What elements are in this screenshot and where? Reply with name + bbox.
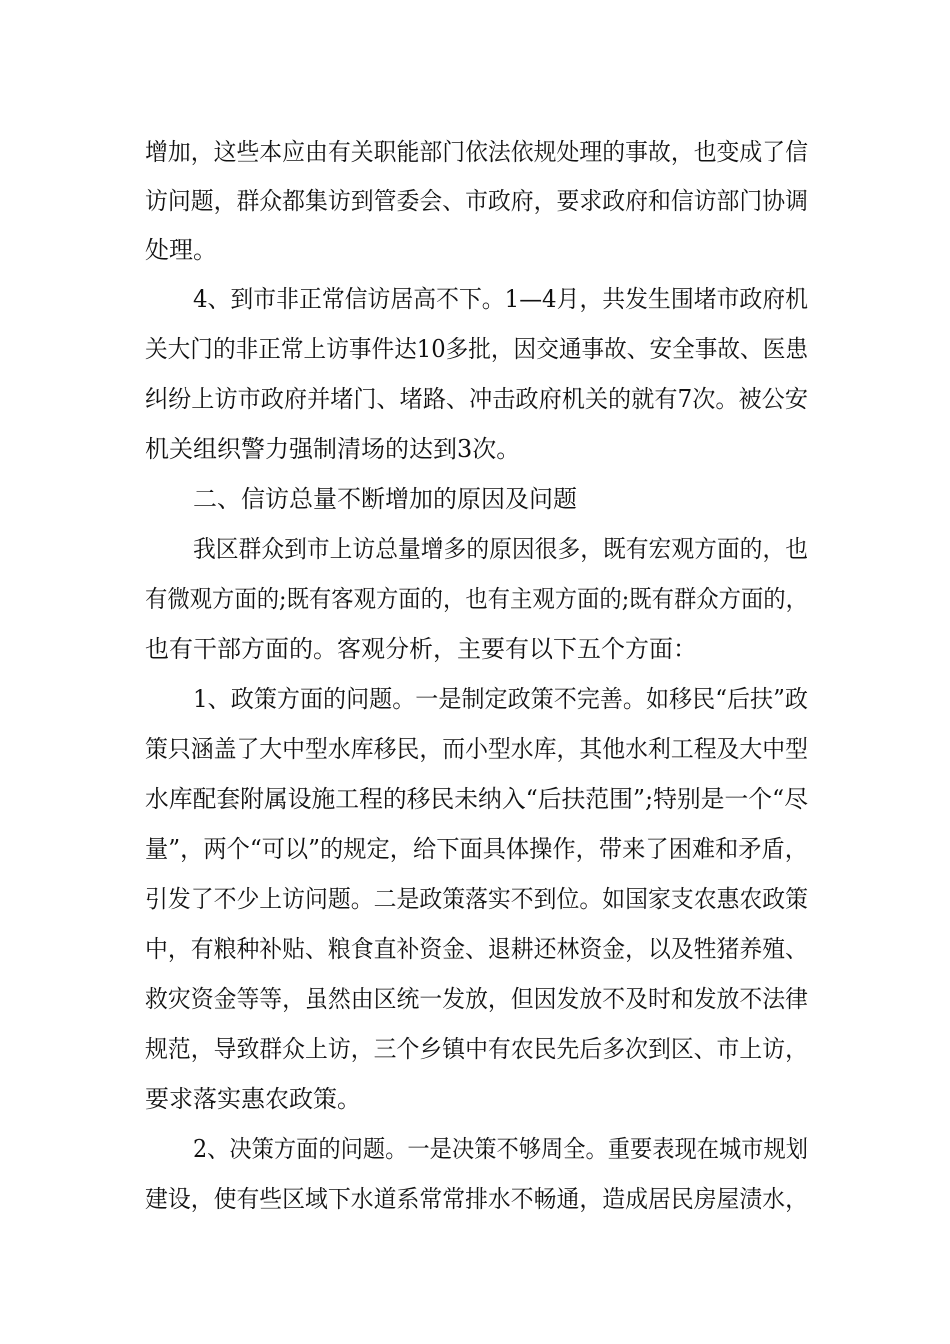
text-line-content: 处理。 — [145, 236, 217, 264]
text-line-content: 访问题，群众都集访到管委会、市政府，要求政府和信访部门协调 — [145, 187, 808, 215]
text-line — [0, 225, 950, 275]
text-line — [0, 127, 950, 177]
text-line-content: 救灾资金等等，虽然由区统一发放，但因发放不及时和发放不法律 — [145, 985, 808, 1013]
text-line-content: 增加，这些本应由有关职能部门依法依规处理的事故，也变成了信 — [145, 138, 808, 166]
text-line-content: 建设，使有些区域下水道系常常排水不畅通，造成居民房屋渍水， — [145, 1185, 808, 1213]
text-line — [0, 1074, 950, 1124]
text-line-content: 引发了不少上访问题。二是政策落实不到位。如国家支农惠农政策 — [145, 885, 808, 913]
text-line-content: 纠纷上访市政府并堵门、堵路、冲击政府机关的就有7次。被公安 — [145, 385, 808, 413]
text-line-content: 规范，导致群众上访，三个乡镇中有农民先后多次到区、市上访， — [145, 1035, 808, 1063]
text-line — [0, 874, 950, 924]
text-line — [0, 274, 950, 324]
text-line — [0, 176, 950, 226]
text-line-content: 1、政策方面的问题。一是制定政策不完善。如移民“后扶”政 — [193, 685, 808, 713]
text-line — [0, 724, 950, 774]
section-heading — [0, 474, 950, 524]
text-line — [0, 1124, 950, 1174]
text-line — [0, 924, 950, 974]
text-line — [0, 524, 950, 574]
text-line-content: 策只涵盖了大中型水库移民，而小型水库，其他水利工程及大中型 — [145, 735, 808, 763]
text-line-content: 量”，两个“可以”的规定，给下面具体操作，带来了困难和矛盾， — [145, 835, 808, 863]
text-line-content: 要求落实惠农政策。 — [145, 1085, 361, 1113]
section-heading-text: 二、信访总量不断增加的原因及问题 — [193, 485, 577, 513]
text-line — [0, 324, 950, 374]
text-line-content: 机关组织警力强制清场的达到3次。 — [145, 435, 521, 463]
text-line — [0, 574, 950, 624]
text-line — [0, 624, 950, 674]
text-line-content: 4、到市非正常信访居高不下。1—4月，共发生围堵市政府机 — [193, 285, 808, 313]
text-line — [0, 374, 950, 424]
text-line — [0, 424, 950, 474]
text-line — [0, 974, 950, 1024]
text-line — [0, 1174, 950, 1224]
text-line-content: 中，有粮种补贴、粮食直补资金、退耕还林资金，以及牲猪养殖、 — [145, 935, 808, 963]
text-line-content: 也有干部方面的。客观分析，主要有以下五个方面： — [145, 635, 697, 663]
text-line-content: 2、决策方面的问题。一是决策不够周全。重要表现在城市规划 — [193, 1135, 808, 1163]
text-line — [0, 824, 950, 874]
text-line — [0, 1024, 950, 1074]
text-line-content: 水库配套附属设施工程的移民未纳入“后扶范围”;特别是一个“尽 — [145, 785, 808, 813]
text-line-content: 关大门的非正常上访事件达10多批，因交通事故、安全事故、医患 — [145, 335, 808, 363]
text-line — [0, 674, 950, 724]
text-line-content: 有微观方面的;既有客观方面的，也有主观方面的;既有群众方面的， — [145, 585, 808, 613]
text-line — [0, 774, 950, 824]
text-line-content: 我区群众到市上访总量增多的原因很多，既有宏观方面的，也 — [193, 535, 808, 563]
